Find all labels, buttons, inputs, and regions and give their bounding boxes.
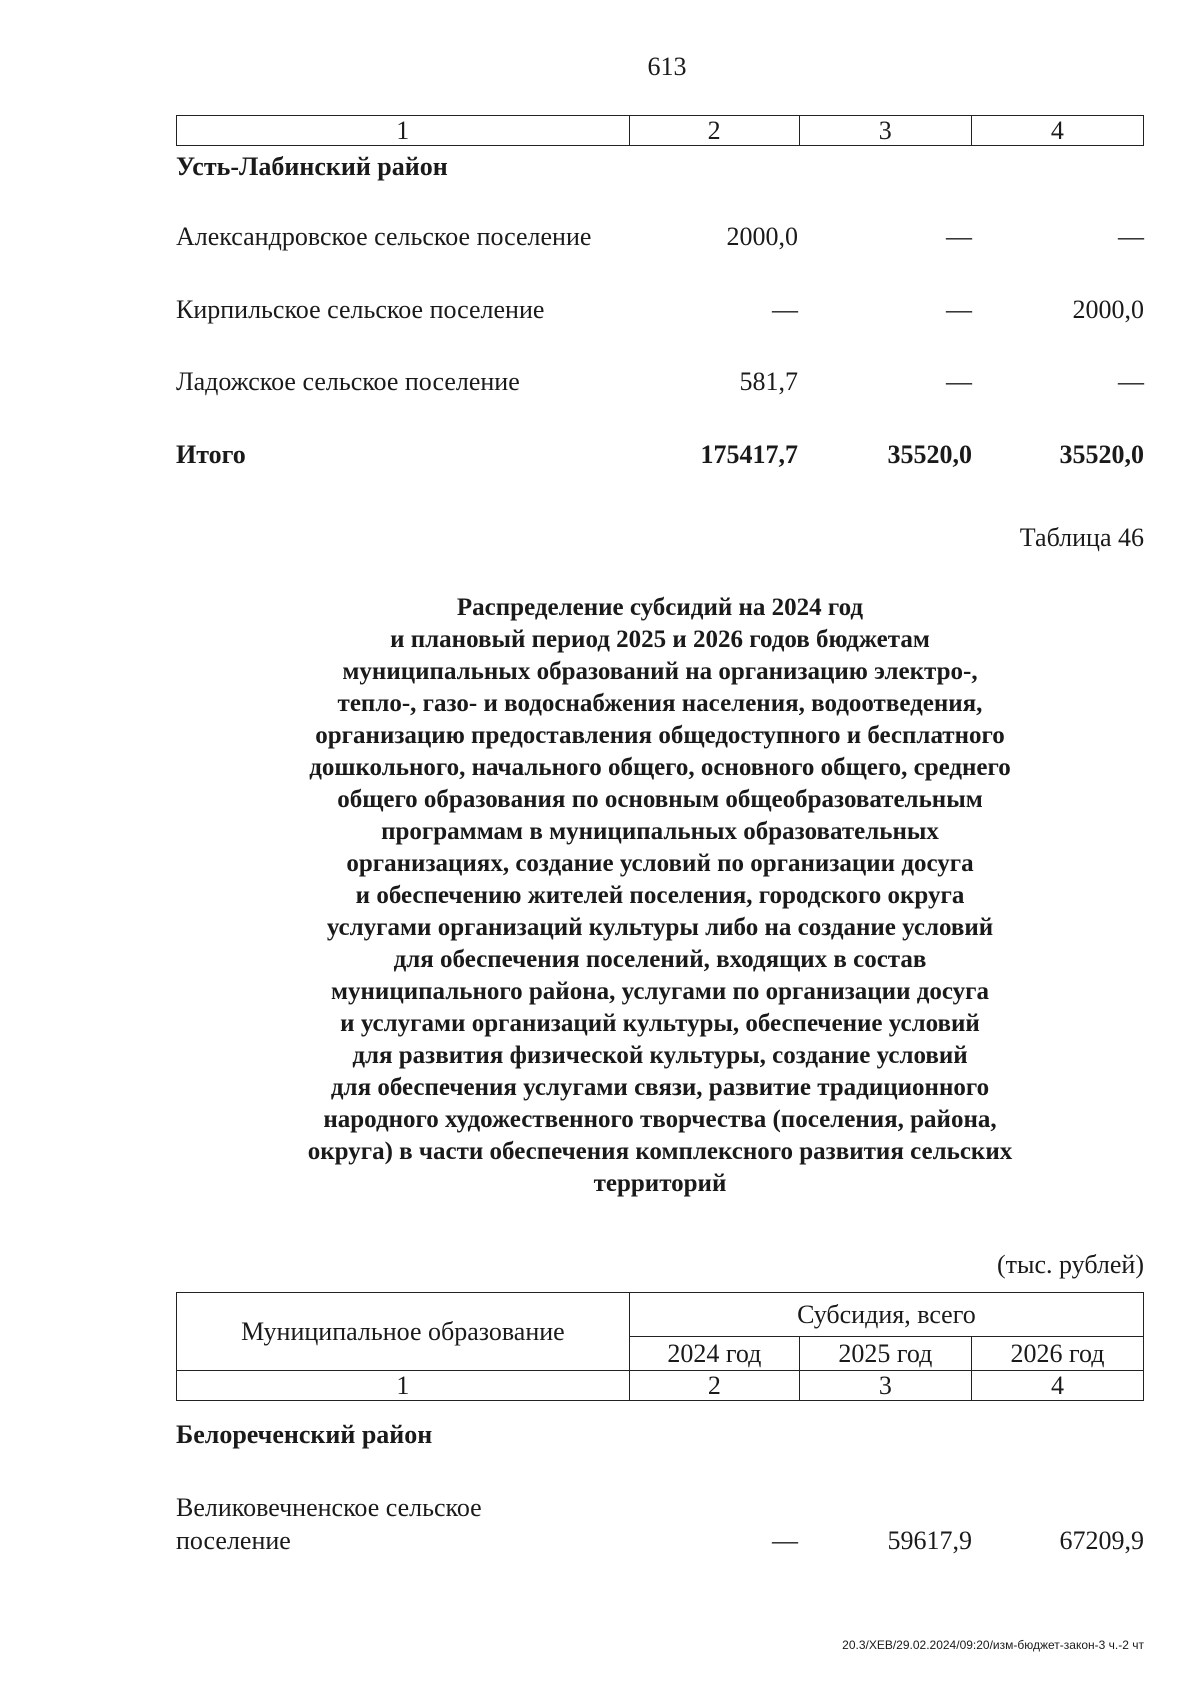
col-num-3: 3 xyxy=(799,1371,971,1401)
row-name: Александровское сельское поселение xyxy=(176,222,592,251)
header-subsidy-total: Субсидия, всего xyxy=(629,1293,1143,1337)
col-num-2: 2 xyxy=(629,1371,799,1401)
district-heading-belorechensk: Белореченский район xyxy=(176,1420,433,1449)
value-2026: — xyxy=(1118,367,1144,396)
table-row xyxy=(176,367,1144,401)
page-number: 613 xyxy=(647,52,687,81)
col-num-4: 4 xyxy=(971,116,1143,146)
row-name-line1: Великовечненское сельское xyxy=(176,1493,482,1522)
value-2024: — xyxy=(772,295,798,324)
col-num-1: 1 xyxy=(177,116,630,146)
value-2024: 581,7 xyxy=(739,367,798,396)
header-year-2026: 2026 год xyxy=(971,1337,1143,1371)
table-row xyxy=(176,295,1144,329)
value-2025: 59617,9 xyxy=(887,1526,972,1555)
total-2024: 175417,7 xyxy=(700,440,798,469)
total-label: Итого xyxy=(176,440,246,469)
col-num-1: 1 xyxy=(177,1371,630,1401)
value-2026: 67209,9 xyxy=(1059,1526,1144,1555)
continuation-header-table xyxy=(176,115,1144,146)
row-name: Ладожское сельское поселение xyxy=(176,367,520,396)
total-2026: 35520,0 xyxy=(1059,440,1144,469)
value-2024: 2000,0 xyxy=(726,222,798,251)
header-municipality: Муниципальное образование xyxy=(177,1293,630,1371)
footer-document-code: 20.3/ХЕВ/29.02.2024/09:20/изм-бюджет-закон-3 ч.-2 чт xyxy=(842,1638,1144,1652)
col-num-4: 4 xyxy=(971,1371,1143,1401)
row-name-line2: поселение xyxy=(176,1526,291,1555)
col-num-2: 2 xyxy=(629,116,799,146)
table-row xyxy=(176,222,1144,256)
table-row xyxy=(176,1526,1144,1560)
value-2025: — xyxy=(946,367,972,396)
table-title: Распределение субсидий на 2024 год и плановый период 2025 и 2026 годов бюджетам муниципальных образований на организацию электро-, тепло-, газо- и водоснабжения населения, водоотведения, организацию предоставления общедоступного и бесплатного дошкольного, начального общего, основного общего, среднего общего образования по основным общеобразовательным программам в муниципальных образовательных организациях, создание условий по организации досуга и обеспечению жителей поселения, городского округа услугами организаций культуры либо на создание условий для обеспечения поселений, входящих в состав муниципального района, услугами по организации досуга и услугами организаций культуры, обеспечение условий для развития физической культуры, создание условий для обеспечения услугами связи, развитие традиционного народного художественного творчества (поселения, района, округа) в части обеспечения комплексного развития сельских территорий xyxy=(307,594,1013,1197)
units-label: (тыс. рублей) xyxy=(996,1250,1144,1279)
col-num-3: 3 xyxy=(799,116,971,146)
header-year-2024: 2024 год xyxy=(629,1337,799,1371)
value-2026: — xyxy=(1118,222,1144,251)
district-heading-ust-labinsk: Усть-Лабинский район xyxy=(176,152,448,181)
value-2026: 2000,0 xyxy=(1072,295,1144,324)
table-number-label: Таблица 46 xyxy=(1019,523,1144,552)
value-2025: — xyxy=(946,295,972,324)
total-row xyxy=(176,440,1144,474)
table46-header xyxy=(176,1292,1144,1401)
value-2025: — xyxy=(946,222,972,251)
header-year-2025: 2025 год xyxy=(799,1337,971,1371)
total-2025: 35520,0 xyxy=(887,440,972,469)
value-2024: — xyxy=(772,1526,798,1555)
row-name: Кирпильское сельское поселение xyxy=(176,295,545,324)
